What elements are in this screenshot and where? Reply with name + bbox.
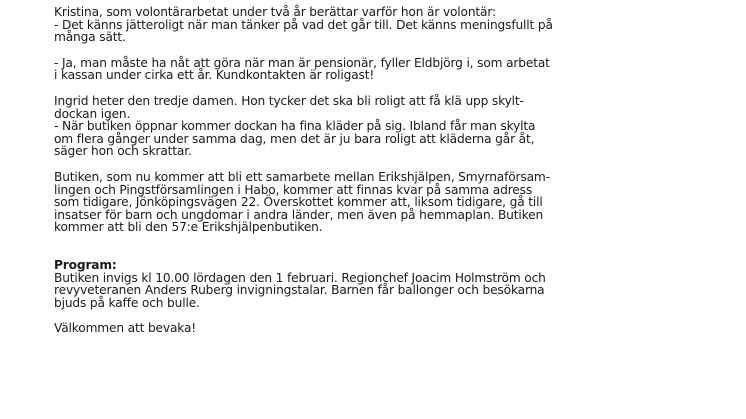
- text-line: Kristina, som volontärarbetat under två år berättar varför hon är volontär:: [54, 5, 496, 19]
- text-line: dockan igen.: [54, 106, 131, 121]
- text-line: Välkommen att bevaka!: [54, 321, 197, 336]
- paragraph-butiken: [54, 171, 594, 234]
- text-line: lingen och Pingstförsamlingen i Habo, kommer att finnas kvar på samma adress: [54, 182, 533, 197]
- text-line: som tidigare, Jönköpingsvägen 22. Överskottet kommer att, liksom tidigare, gå till: [54, 195, 543, 210]
- program-heading: Program:: [54, 257, 117, 272]
- text-line: i kassan under cirka ett år. Kundkontakten är roligast!: [54, 68, 375, 83]
- program-section: [54, 259, 594, 309]
- text-line: revyveteranen Anders Ruberg invigningstalar. Barnen får ballonger och besökarna: [54, 283, 545, 298]
- paragraph-ingrid: [54, 95, 594, 158]
- paragraph-spacer: [54, 234, 594, 259]
- text-line: bjuds på kaffe och bulle.: [54, 295, 200, 310]
- text-line: insatser för barn och ungdomar i andra länder, men även på hemmaplan. Butiken: [54, 207, 544, 222]
- text-line: - Ja, man måste ha nåt att göra när man är pensionär, fyller Eldbjörg i, som arbetat: [54, 55, 550, 70]
- text-line: Butiken, som nu kommer att bli ett samarbete mellan Erikshjälpen, Smyrnaförsam-: [54, 169, 550, 184]
- paragraph-kristina: [54, 6, 594, 44]
- text-line: Butiken invigs kl 10.00 lördagen den 1 februari. Regionchef Joacim Holmström och: [54, 270, 546, 285]
- closing-line: [54, 322, 594, 335]
- paragraph-eldbjorg: [54, 57, 594, 82]
- text-line: säger hon och skrattar.: [54, 144, 192, 159]
- text-line: - Det känns jätteroligt när man tänker på vad det går till. Det känns meningsfullt på: [54, 17, 553, 32]
- article-body: [54, 6, 594, 335]
- text-line: kommer att bli den 57:e Erikshjälpenbutiken.: [54, 220, 323, 235]
- text-line: - När butiken öppnar kommer dockan ha fina kläder på sig. Ibland får man skylta: [54, 119, 536, 134]
- text-line: om flera gånger under samma dag, men det är ju bara roligt att kläderna går åt,: [54, 131, 535, 146]
- text-line: många sätt.: [54, 30, 126, 45]
- text-line: Ingrid heter den tredje damen. Hon tycker det ska bli roligt att få klä upp skylt-: [54, 93, 524, 108]
